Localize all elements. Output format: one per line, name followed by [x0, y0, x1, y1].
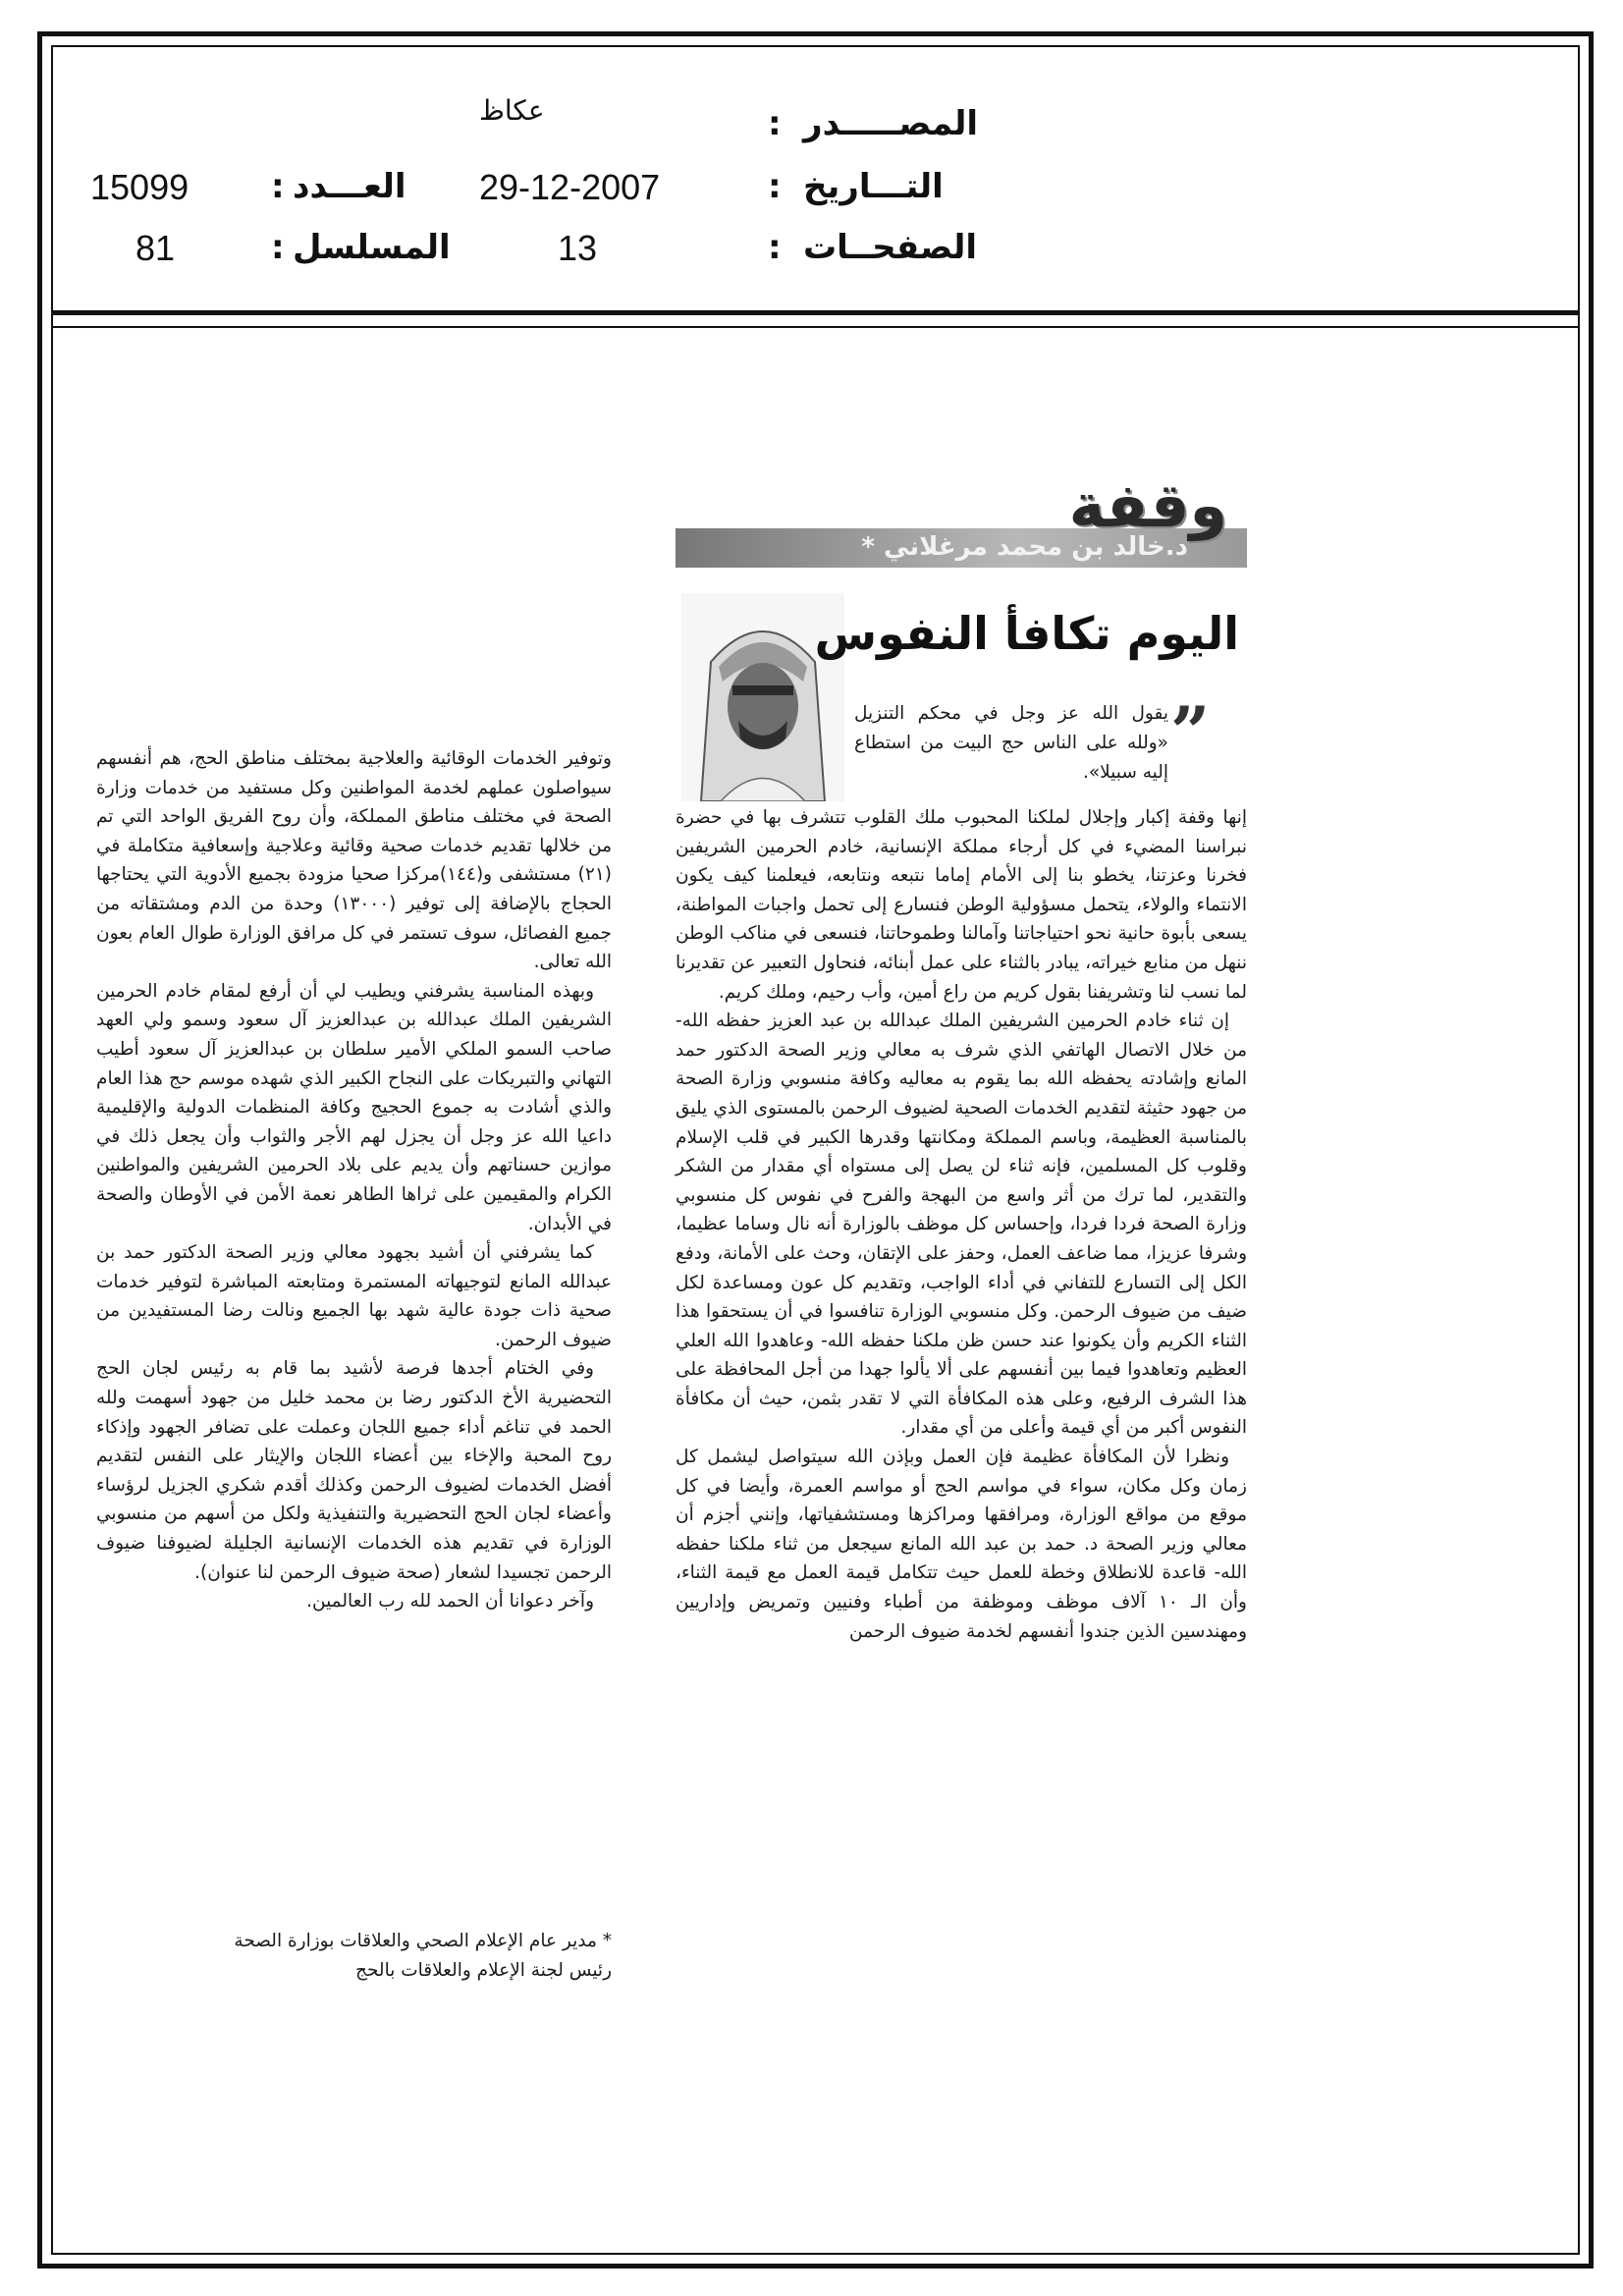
body-paragraph: إنها وقفة إكبار وإجلال لملكنا المحبوب ملك القلوب تتشرف بها في حضرة نبراسنا المضيء في كل أرجاء مملكة الإنسانية، خادم الحرمين الشريفين فخرنا وعزتنا، يخطو بنا إلى الأمام إماما نتبعه ونتابعه، فيعلمنا كيف يكون الانتماء والولاء، يتحمل مسؤولية الوطن فنسارع إلى تحمل واجبات المواطنة، يسعى بأبوة حانية نحو احتياجاتنا وآمالنا وطموحاتنا، فنسعى في مناكب الوطن ننهل من منابع خيراته، يبادر بالثناء على عمل أبنائه، فنحاول التعبير عن تقديرنا لما نسب لنا وتشريفنا بقول كريم من راع أمين، وأب رحيم، وملك كريم.: [676, 807, 1247, 1003]
header-divider: [51, 310, 1580, 315]
issue-colon: :: [271, 167, 285, 206]
header-divider-thin: [51, 326, 1580, 328]
author-footnote: [96, 1927, 612, 1986]
article-main-column: [676, 803, 1247, 1646]
date-label: التـــاريخ: [803, 167, 944, 206]
closing-line: وآخر دعوانا أن الحمد لله رب العالمين.: [306, 1591, 594, 1613]
date-colon: :: [768, 167, 782, 206]
issue-value: 15099: [90, 167, 189, 207]
author-byline: د.خالد بن محمد مرغلاني *: [861, 532, 1188, 562]
body-paragraph: وبهذه المناسبة يشرفني ويطيب لي أن أرفع لمقام خادم الحرمين الشريفين الملك عبدالله بن عبدالعزيز آل سعود وسمو ولي العهد صاحب السمو الملكي الأمير سلطان بن عبدالعزيز آل سعود أطيب التهاني والتبريكات على النجاح الكبير الذي شهده موسم حج هذا العام والذي أشادت به جموع الحجيج وكافة المنظمات الدولية والإقليمية داعيا الله عز وجل أن يجزل لهم الأجر والثواب وأن يجعل ذلك في موازين حسناتهم وأن يديم على بلاد الحرمين الشريفين والمواطنين الكرام والمقيمين على ثراها الطاهر نعمة الأمن في الأوطان والصحة في الأبدان.: [96, 980, 612, 1234]
body-paragraph: ونظرا لأن المكافأة عظيمة فإن العمل وبإذن الله سيتواصل ليشمل كل زمان وكل مكان، سواء في مواسم الحج أو مواسم العمرة، وأيضا في كل موقع من مواقع الوزارة، ومرافقها ومراكزها ومستشفياتها، وإنني أجزم أن معالي وزير الصحة د. حمد بن عبد الله المانع سيجعل من ثناء ملكنا حفظه الله- قاعدة للانطلاق وخطة للعمل حيث تتكامل قيمة العمل مع قيمة الثناء، وأن الـ ١٠ آلاف موظف وموظفة من أطباء وفنيين وتمريض وإداريين ومهندسين الذين جندوا أنفسهم لخدمة ضيوف الرحمن: [676, 1447, 1247, 1642]
column-name: وقفة: [1068, 469, 1227, 541]
body-paragraph: وتوفير الخدمات الوقائية والعلاجية بمختلف مناطق الحج، هم أنفسهم سيواصلون عملهم لخدمة المواطنين وكل مستفيد من خدمات وزارة الصحة في مختلف مناطق المملكة، وأن روح الفريق الواحد التي تم من خلالها تقديم خدمات صحية وقائية وعلاجية وإسعافية متكاملة في (٢١) مستشفى و(١٤٤)مركزا صحيا مزودة بجميع الأدوية التي يحتاجها الحجاج بالإضافة إلى توفير (١٣٠٠٠) وحدة من الدم ومشتقاته من جميع الفصائل، سوف تستمر في كل مرافق الوزارة طوال العام بعون الله تعالى.: [96, 748, 613, 973]
serial-label: المسلسل: [293, 228, 451, 267]
pages-colon: :: [768, 228, 782, 267]
pages-value: 13: [558, 228, 598, 268]
serial-value: 81: [135, 228, 176, 268]
source-value: عكاظ: [479, 94, 545, 127]
source-colon: :: [768, 104, 782, 143]
column-masthead: [676, 469, 1247, 577]
body-paragraph: وفي الختام أجدها فرصة لأشيد بما قام به رئيس لجان الحج التحضيرية الأخ الدكتور رضا بن محمد خليل من جهود أسهمت ولله الحمد في تناغم أداء جميع اللجان وعملت على تضافر الجهود وإذكاء روح المحبة والإخاء بين أعضاء اللجان والإيثار على النفس لتقديم أفضل الخدمات لضيوف الرحمن وكذلك أقدم شكري الجزيل لرؤساء وأعضاء لجان الحج التحضيرية والتنفيذية ولكل من أسهم من منسوبي الوزارة في تقديم هذه الخدمات الإنسانية الجليلة لضيوفنا ضيوف الرحمن تجسيدا لشعار (صحة ضيوف الرحمن لنا عنوان).: [96, 1358, 612, 1583]
footnote-line: * مدير عام الإعلام الصحي والعلاقات بوزارة الصحة: [234, 1931, 612, 1951]
article-left-column: [96, 744, 612, 1616]
source-label: المصـــــدر: [803, 104, 979, 143]
body-paragraph: كما يشرفني أن أشيد بجهود معالي وزير الصحة الدكتور حمد بن عبدالله المانع لتوجيهاته المستمرة ومتابعته المباشرة لتوفير خدمات صحية ذات جودة عالية شهد بها الجميع ونالت رضا المستفيدين من ضيوف الرحمن.: [96, 1242, 612, 1350]
opening-quote-icon: ”: [1170, 691, 1211, 773]
serial-colon: :: [271, 228, 285, 267]
article-headline: اليوم تكافأ النفوس: [814, 607, 1239, 660]
footnote-line: رئيس لجنة الإعلام والعلاقات بالحج: [355, 1960, 612, 1981]
date-value: 29-12-2007: [479, 167, 661, 207]
pages-label: الصفحــات: [803, 228, 978, 267]
intro-paragraph: يقول الله عز وجل في محكم التنزيل «ولله على الناس حج البيت من استطاع إليه سبيلا».: [854, 703, 1168, 783]
body-paragraph: إن ثناء خادم الحرمين الشريفين الملك عبدالله بن عبد العزيز حفظه الله- من خلال الاتصال الهاتفي الذي شرف به معالي وزير الصحة الدكتور حمد المانع وإشادته يحفظه الله بما يقوم به معاليه وكافة منسوبي وزارة الصحة من جهود حثيثة لتقديم الخدمات الصحية لضيوف الرحمن بالمستوى الذي يليق بالمناسبة العظيمة، وباسم المملكة ومكانتها وقدرها الكبير في قلب الإسلام وقلوب كل المسلمين، فإنه ثناء لن يصل إلى مستواه أي مقدار من الشكر والتقدير، لما ترك من أثر واسع من البهجة والفرح في نفوس كل منسوبي وزارة الصحة فردا فردا، وإحساس كل موظف بالوزارة أنه نال وساما عظيما، وشرفا عزيزا، مما ضاعف العمل، وحفز على الإتقان، وحث على الأمانة، ودفع الكل إلى التسارع للتفاني في أداء الواجب، وتقديم كل عون ومساعدة لكل ضيف من ضيوف الرحمن. وكل منسوبي الوزارة تنافسوا في أن يستحقوا هذا الثناء الكريم وأن يكونوا عند حسن ظن ملكنا حفظه الله- وعاهدوا الله العلي العظيم وتعاهدوا فيما بين أنفسهم على ألا يألوا جهدا من أجل المحافظة على هذا الشرف الرفيع، وعلى هذه المكافأة التي لا تقدر بثمن، حيث أن مكافأة النفوس أكبر من أي قيمة وأعلى من أي مقدار.: [676, 1011, 1247, 1439]
issue-label: العـــدد: [293, 167, 406, 206]
article-intro: [854, 699, 1168, 788]
